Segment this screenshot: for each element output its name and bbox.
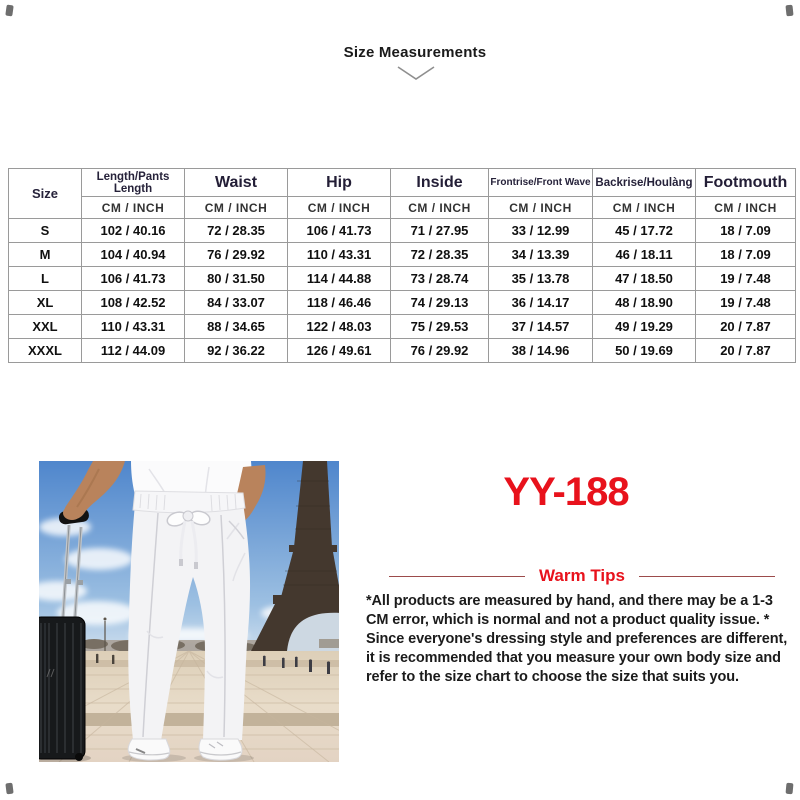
- measure-cell: 71 / 27.95: [391, 219, 489, 243]
- warm-tips-header: [366, 566, 798, 586]
- table-header-row: [9, 169, 796, 197]
- measure-cell: 112 / 44.09: [82, 339, 185, 363]
- measure-cell: 33 / 12.99: [489, 219, 593, 243]
- chevron-down-icon[interactable]: [396, 64, 436, 82]
- corner-artifact: [5, 5, 13, 17]
- corner-artifact: [785, 5, 793, 17]
- unit-label: CM / INCH: [288, 197, 391, 219]
- col-header-size: Size: [9, 169, 82, 219]
- measure-cell: 84 / 33.07: [185, 291, 288, 315]
- measure-cell: 75 / 29.53: [391, 315, 489, 339]
- unit-label: CM / INCH: [391, 197, 489, 219]
- size-label: M: [9, 243, 82, 267]
- measure-cell: 80 / 31.50: [185, 267, 288, 291]
- table-row-xxxl: [9, 339, 796, 363]
- product-photo: [39, 461, 339, 762]
- size-measurements-table: [8, 168, 796, 363]
- measure-cell: 102 / 40.16: [82, 219, 185, 243]
- measure-cell: 118 / 46.46: [288, 291, 391, 315]
- model-number: YY-188: [503, 470, 629, 514]
- measure-cell: 110 / 43.31: [82, 315, 185, 339]
- measure-cell: 104 / 40.94: [82, 243, 185, 267]
- measure-cell: 110 / 43.31: [288, 243, 391, 267]
- col-header-inside: Inside: [391, 169, 489, 197]
- measure-cell: 73 / 28.74: [391, 267, 489, 291]
- corner-artifact: [5, 783, 13, 795]
- measure-cell: 45 / 17.72: [593, 219, 696, 243]
- size-label: XL: [9, 291, 82, 315]
- measure-cell: 47 / 18.50: [593, 267, 696, 291]
- measure-cell: 19 / 7.48: [696, 291, 796, 315]
- corner-artifact: [786, 783, 794, 795]
- divider-line: [639, 576, 775, 577]
- measure-cell: 34 / 13.39: [489, 243, 593, 267]
- measure-cell: 46 / 18.11: [593, 243, 696, 267]
- measure-cell: 72 / 28.35: [391, 243, 489, 267]
- col-header-frontrise: Frontrise/Front Wave: [489, 169, 593, 197]
- measure-cell: 19 / 7.48: [696, 267, 796, 291]
- measure-cell: 76 / 29.92: [391, 339, 489, 363]
- measure-cell: 122 / 48.03: [288, 315, 391, 339]
- table-row-m: [9, 243, 796, 267]
- col-header-backrise: Backrise/Houlàng: [593, 169, 696, 197]
- unit-label: CM / INCH: [185, 197, 288, 219]
- measure-cell: 114 / 44.88: [288, 267, 391, 291]
- unit-label: CM / INCH: [82, 197, 185, 219]
- unit-label: CM / INCH: [489, 197, 593, 219]
- unit-label: CM / INCH: [593, 197, 696, 219]
- warm-tips-body: *All products are measured by hand, and there may be a 1-3 CM error, which is normal and not a product quality issue. * Since everyone's dressing style and preferences are different, it is recommended that you measure your own body size and refer to the size chart to choose the size that suits you.: [366, 593, 788, 685]
- size-label: L: [9, 267, 82, 291]
- measure-cell: 49 / 19.29: [593, 315, 696, 339]
- measure-cell: 38 / 14.96: [489, 339, 593, 363]
- measure-cell: 37 / 14.57: [489, 315, 593, 339]
- measure-cell: 50 / 19.69: [593, 339, 696, 363]
- size-label: XXXL: [9, 339, 82, 363]
- measure-cell: 74 / 29.13: [391, 291, 489, 315]
- table-row-xxl: [9, 315, 796, 339]
- table-row-xl: [9, 291, 796, 315]
- unit-label: CM / INCH: [696, 197, 796, 219]
- measure-cell: 48 / 18.90: [593, 291, 696, 315]
- measure-cell: 18 / 7.09: [696, 219, 796, 243]
- measure-cell: 18 / 7.09: [696, 243, 796, 267]
- measure-cell: 108 / 42.52: [82, 291, 185, 315]
- table-row-s: [9, 219, 796, 243]
- divider-line: [389, 576, 525, 577]
- measure-cell: 72 / 28.35: [185, 219, 288, 243]
- measure-cell: 20 / 7.87: [696, 339, 796, 363]
- col-header-length: Length/Pants Length: [82, 169, 185, 197]
- measure-cell: 20 / 7.87: [696, 315, 796, 339]
- page-title: Size Measurements: [343, 44, 487, 61]
- measure-cell: 76 / 29.92: [185, 243, 288, 267]
- measure-cell: 126 / 49.61: [288, 339, 391, 363]
- size-label: S: [9, 219, 82, 243]
- measure-cell: 106 / 41.73: [288, 219, 391, 243]
- measure-cell: 36 / 14.17: [489, 291, 593, 315]
- measure-cell: 106 / 41.73: [82, 267, 185, 291]
- measure-cell: 35 / 13.78: [489, 267, 593, 291]
- size-label: XXL: [9, 315, 82, 339]
- warm-tips-title: Warm Tips: [539, 566, 625, 585]
- table-unit-row: [9, 197, 796, 219]
- col-header-waist: Waist: [185, 169, 288, 197]
- measure-cell: 92 / 36.22: [185, 339, 288, 363]
- col-header-hip: Hip: [288, 169, 391, 197]
- table-row-l: [9, 267, 796, 291]
- measure-cell: 88 / 34.65: [185, 315, 288, 339]
- col-header-footmouth: Footmouth: [696, 169, 796, 197]
